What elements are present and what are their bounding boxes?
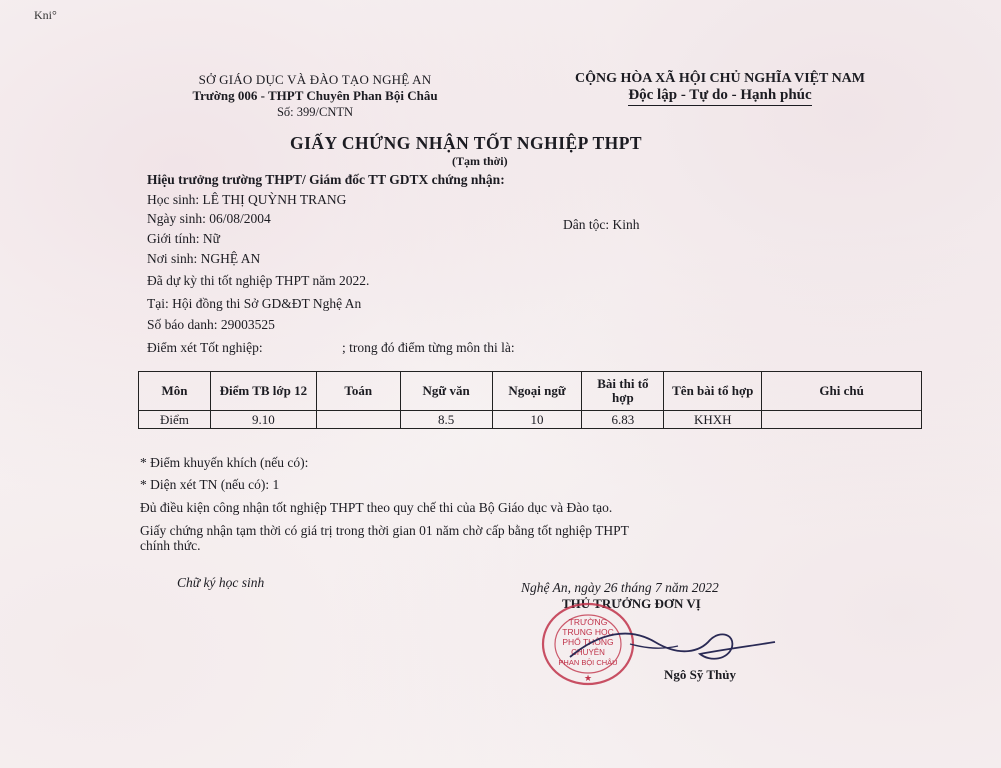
venue-value: Hội đồng thi Sở GD&ĐT Nghệ An: [172, 296, 362, 311]
sbd-line: [147, 317, 275, 333]
national-title: CỘNG HÒA XÃ HỘI CHỦ NGHĨA VIỆT NAM: [574, 71, 865, 86]
student-signature-label: Chữ ký học sinh: [177, 575, 265, 590]
school-name: Trường 006 - THPT Chuyên Phan Bội Châu: [192, 88, 438, 103]
header-cell: Ngoại ngữ: [492, 372, 582, 411]
table-cell: KHXH: [664, 411, 762, 429]
signer-name: Ngô Sỹ Thủy: [664, 667, 737, 682]
date-line: Nghệ An, ngày 26 tháng 7 năm 2022: [521, 580, 719, 595]
unit-head-title: THỦ TRƯỞNG ĐƠN VỊ: [562, 596, 701, 611]
ethnicity-line: [563, 217, 640, 233]
birthplace-value: NGHỆ AN: [200, 251, 261, 266]
venue-label: Tại:: [147, 296, 169, 311]
grades-table: [138, 371, 922, 429]
document-subtitle: (Tạm thời): [452, 154, 508, 168]
header-cell: Toán: [316, 372, 400, 411]
header-cell: Ngữ văn: [400, 372, 492, 411]
certifier-line: Hiệu trưởng trường THPT/ Giám đốc TT GDTX chứng nhận:: [147, 172, 505, 187]
seal-line-4: CHUYÊN: [571, 648, 605, 657]
eligibility-note: Đủ điều kiện công nhận tốt nghiệp THPT theo quy chế thi của Bộ Giáo dục và Đào tạo.: [140, 500, 613, 515]
header-cell: Ghi chú: [762, 372, 922, 411]
department-name: SỞ GIÁO DỤC VÀ ĐÀO TẠO NGHỆ AN: [198, 72, 432, 87]
seal-line-5: PHAN BỘI CHÂU: [558, 658, 618, 667]
document-title: GIẤY CHỨNG NHẬN TỐT NGHIỆP THPT: [290, 133, 643, 153]
header-cell: Điểm TB lớp 12: [210, 372, 316, 411]
gender-label: Giới tính:: [147, 231, 200, 246]
student-name: LÊ THỊ QUỲNH TRANG: [202, 192, 347, 207]
score-suffix: ; trong đó điểm từng môn thi là:: [342, 340, 515, 355]
birthplace-line: [147, 251, 260, 267]
validity-note-1: Giấy chứng nhận tạm thời có giá trị trong thời gian 01 năm chờ cấp bằng tốt nghiệp THPT: [140, 523, 629, 538]
header-cell: Tên bài tổ hợp: [664, 372, 762, 411]
gender-line: [147, 231, 220, 247]
table-cell: [316, 411, 400, 429]
gender-value: Nữ: [202, 231, 220, 246]
header-left: [140, 72, 490, 120]
sbd-label: Số báo danh:: [147, 317, 218, 332]
ethnicity-label: Dân tộc:: [563, 217, 610, 232]
bonus-note: * Điểm khuyến khích (nếu có):: [140, 455, 309, 470]
validity-note-2: chính thức.: [140, 538, 201, 553]
document-number: Số: 399/CNTN: [276, 105, 354, 119]
exam-line: Đã dự kỳ thi tốt nghiệp THPT năm 2022.: [147, 273, 370, 288]
header-right: [520, 70, 920, 106]
table-cell: [762, 411, 922, 429]
student-name-line: [147, 192, 346, 208]
tn-note: * Diện xét TN (nếu có): 1: [140, 477, 280, 492]
score-line: [147, 340, 263, 356]
venue-line: [147, 296, 361, 312]
table-row: [139, 411, 922, 429]
seal-line-3: PHỔ THÔNG: [562, 637, 614, 647]
dob-label: Ngày sinh:: [147, 211, 206, 226]
header-cell: Môn: [139, 372, 211, 411]
corner-mark: Kni°: [34, 8, 57, 22]
birthplace-label: Nơi sinh:: [147, 251, 198, 266]
table-cell: Điểm: [139, 411, 211, 429]
sbd-value: 29003525: [220, 317, 275, 332]
ethnicity-value: Kinh: [612, 217, 640, 232]
table-cell: 9.10: [210, 411, 316, 429]
seal-line-2: TRUNG HỌC: [562, 627, 614, 637]
seal-line-1: TRƯỜNG: [568, 617, 608, 627]
score-label: Điểm xét Tốt nghiệp:: [147, 340, 263, 355]
table-cell: 6.83: [582, 411, 664, 429]
table-cell: 10: [492, 411, 582, 429]
seal-star-icon: ★: [583, 673, 593, 683]
header-cell: Bài thi tổ hợp: [582, 372, 664, 411]
dob-value: 06/08/2004: [209, 211, 271, 226]
dob-line: [147, 211, 271, 227]
table-header-row: [139, 372, 922, 411]
national-motto: Độc lập - Tự do - Hạnh phúc: [628, 87, 811, 106]
student-name-label: Học sinh:: [147, 192, 200, 207]
table-cell: 8.5: [400, 411, 492, 429]
